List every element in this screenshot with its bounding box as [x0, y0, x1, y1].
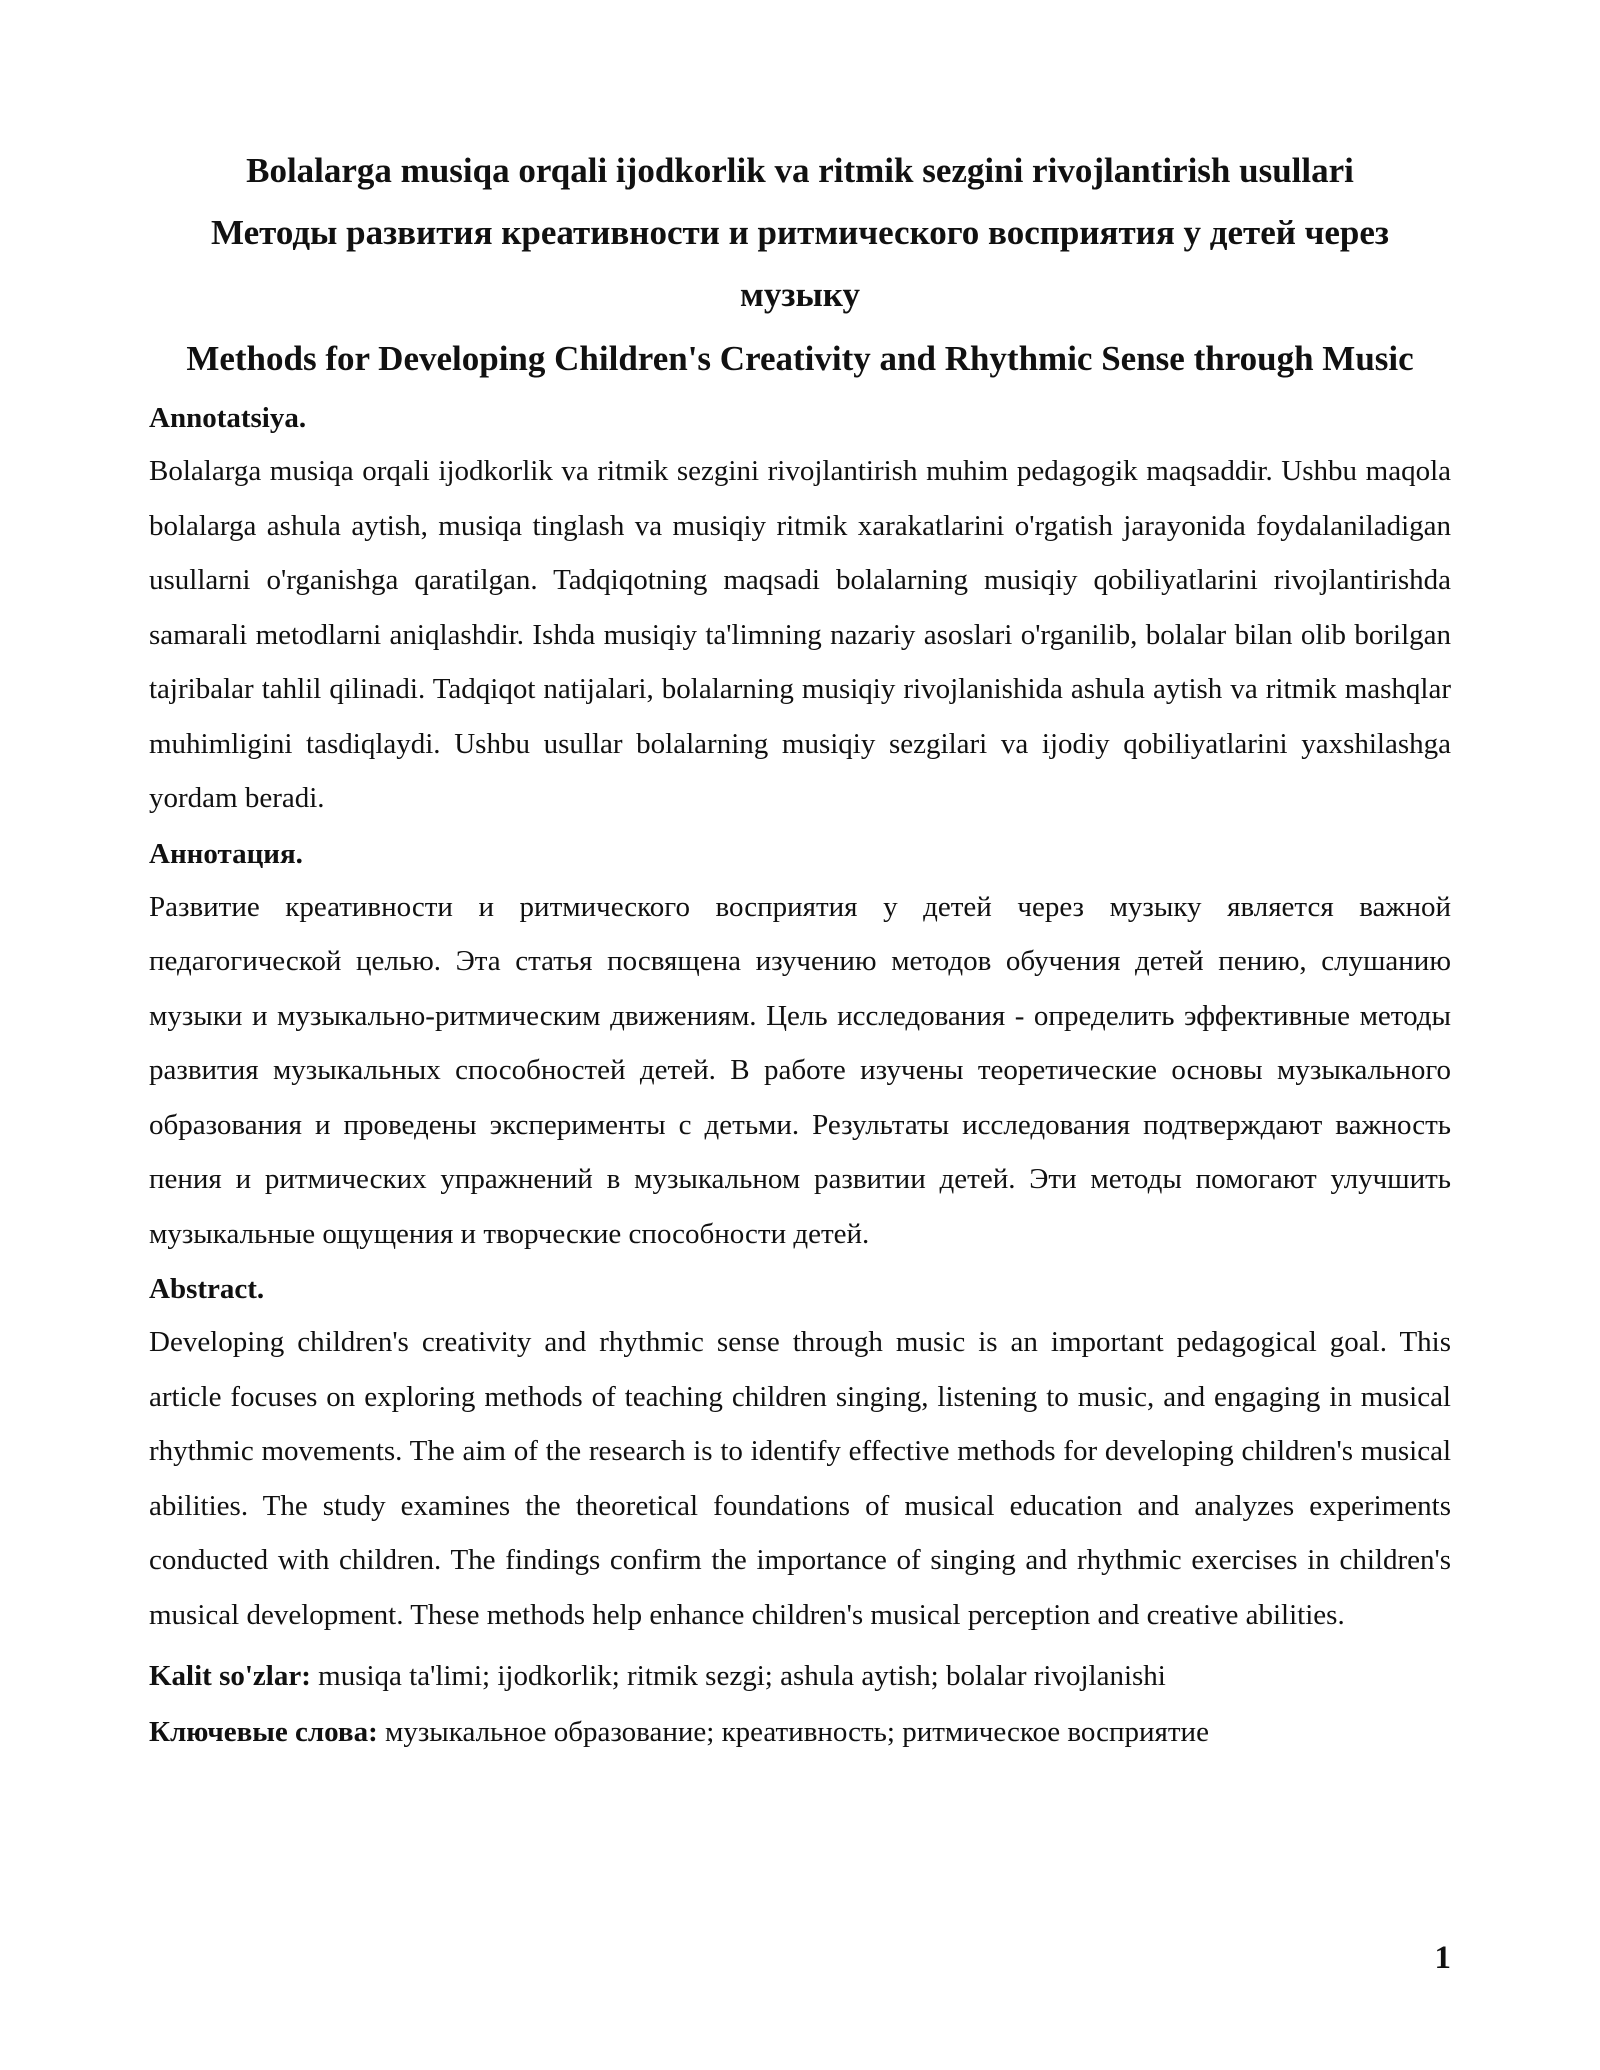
keywords-uz [149, 1648, 1451, 1704]
document-page [149, 140, 1451, 1760]
keywords-ru-text: музыкальное образование; креативность; ритмическое восприятие [377, 1716, 1209, 1748]
abstract-uz-heading: Annotatsiya. [149, 402, 307, 434]
abstract-en-text: Developing children's creativity and rhythmic sense through music is an important pedagogical goal. This article focuses on exploring methods of teaching children singing, listening to music, and engaging in musical rhythmic movements. The aim of the research is to identify effective methods for developing children's musical abilities. The study examines the theoretical foundations of musical education and analyzes experiments conducted with children. The findings confirm the importance of singing and rhythmic exercises in children's musical development. These methods help enhance children's musical perception and creative abilities. [149, 1326, 1451, 1631]
title-english: Methods for Developing Children's Creativity and Rhythmic Sense through Music [186, 339, 1414, 378]
abstract-ru-heading: Аннотация. [149, 837, 303, 870]
keywords-ru [149, 1704, 1451, 1760]
keywords-uz-text: musiqa ta'limi; ijodkorlik; ritmik sezgi; ashula aytish; bolalar rivojlanishi [310, 1660, 1166, 1692]
abstract-en-heading: Abstract. [149, 1273, 265, 1305]
title-uzbek: Bolalarga musiqa orqali ijodkorlik va ritmik sezgini rivojlantirish usullari [246, 151, 1354, 190]
keywords-uz-label: Kalit so'zlar: [149, 1660, 311, 1692]
abstract-ru-text: Развитие креативности и ритмического восприятия у детей через музыку является важной педагогической целью. Эта статья посвящена изучению методов обучения детей пению, слушанию музыки и музыкально-ритмическим движениям. Цель исследования - определить эффективные методы развития музыкальных способностей детей. В работе изучены теоретические основы музыкального образования и проведены эксперименты с детьми. Результаты исследования подтверждают важность пения и ритмических упражнений в музыкальном развитии детей. Эти методы помогают улучшить музыкальные ощущения и творческие способности детей. [149, 890, 1451, 1250]
page-number: 1 [1434, 1940, 1451, 1976]
abstract-uz-text: Bolalarga musiqa orqali ijodkorlik va ritmik sezgini rivojlantirish muhim pedagogik maqsaddir. Ushbu maqola bolalarga ashula aytish, musiqa tinglash va musiqiy ritmik xarakatlarini o'rgatish jarayonida foydalaniladigan usullarni o'rganishga qaratilgan. Tadqiqotning maqsadi bolalarning musiqiy qobiliyatlarini rivojlantirishda samarali metodlarni aniqlashdir. Ishda musiqiy ta'limning nazariy asoslari o'rganilib, bolalar bilan olib borilgan tajribalar tahlil qilinadi. Tadqiqot natijalari, bolalarning musiqiy rivojlanishida ashula aytish va ritmik mashqlar muhimligini tasdiqlaydi. Ushbu usullar bolalarning musiqiy sezgilari va ijodiy qobiliyatlarini yaxshilashga yordam beradi. [149, 455, 1451, 814]
keywords-ru-label: Ключевые слова: [149, 1716, 378, 1748]
title-russian: Методы развития креативности и ритмического восприятия у детей через музыку [211, 213, 1389, 314]
